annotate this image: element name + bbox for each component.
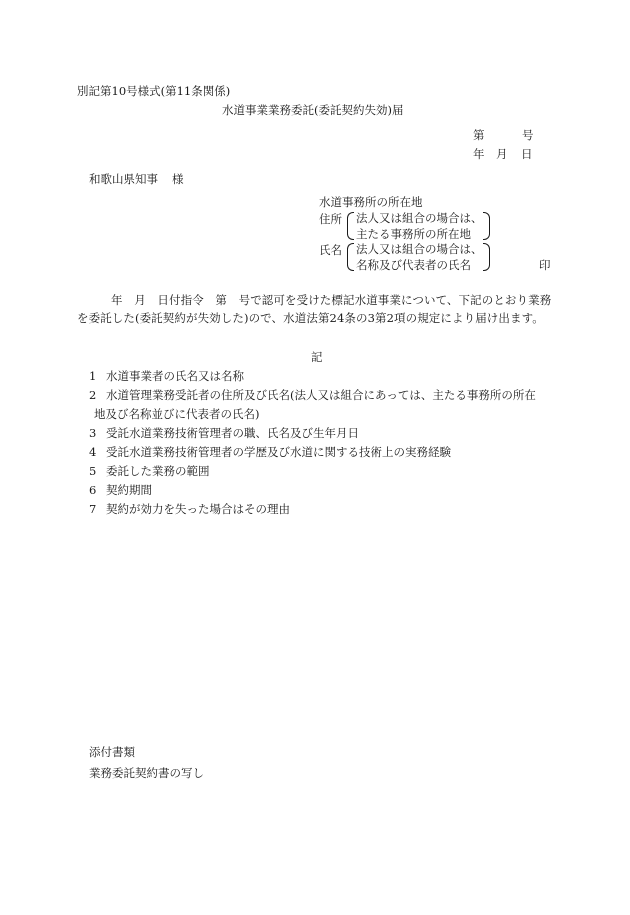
note-number: 1 <box>89 369 97 383</box>
address-bracket-right <box>483 212 490 240</box>
note-number: 7 <box>89 502 97 516</box>
address-note-1: 法人又は組合の場合は、 <box>356 211 483 225</box>
name-bracket-right <box>483 243 490 271</box>
note-number: 2 <box>89 388 97 402</box>
notes-heading: 記 <box>311 350 323 364</box>
note-item: 委託した業務の範囲 <box>106 464 210 478</box>
addressee-honorific: 様 <box>172 172 184 186</box>
office-location-label: 水道事務所の所在地 <box>319 195 423 209</box>
date-day: 日 <box>521 147 533 161</box>
address-label: 住所 <box>319 212 342 226</box>
note-item: 受託水道業務技術管理者の学歴及び水道に関する技術上の実務経験 <box>106 445 451 459</box>
date-year: 年 <box>473 147 485 161</box>
note-item: 水道事業者の氏名又は名称 <box>106 369 244 383</box>
doc-number-prefix: 第 <box>473 128 485 142</box>
addressee-name: 和歌山県知事 <box>89 172 158 186</box>
name-bracket-left <box>347 243 354 271</box>
note-item: 受託水道業務技術管理者の職、氏名及び生年月日 <box>106 426 359 440</box>
doc-number-suffix: 号 <box>522 128 534 142</box>
address-bracket-left <box>347 212 354 240</box>
attachment-item: 業務委託契約書の写し <box>89 766 204 780</box>
seal-mark: 印 <box>539 258 551 272</box>
name-note-1: 法人又は組合の場合は、 <box>356 242 483 256</box>
note-item: 水道管理業務受託者の住所及び氏名(法人又は組合にあっては、主たる事務所の所在 <box>106 388 536 402</box>
form-number: 別記第10号様式(第11条関係) <box>77 84 231 98</box>
note-item: 契約が効力を失った場合はその理由 <box>106 502 290 516</box>
address-note-2: 主たる事務所の所在地 <box>356 227 471 241</box>
document-title: 水道事業業務委託(委託契約失効)届 <box>222 103 404 117</box>
note-number: 3 <box>89 426 97 440</box>
date-month: 月 <box>496 147 508 161</box>
note-item-continuation: 地及び名称並びに代表者の氏名) <box>94 407 260 421</box>
body-paragraph: 年 月 日付指令 第 号で認可を受けた標記水道事業について、下記のとおり業務を委託した(委託契約が失効した)ので、水道法第24条の3第2項の規定により届け出ます。 <box>77 293 552 325</box>
attachments-heading: 添付書類 <box>89 745 135 759</box>
name-label: 氏名 <box>319 243 342 257</box>
note-item: 契約期間 <box>106 483 152 497</box>
note-number: 5 <box>89 464 97 478</box>
note-number: 4 <box>89 445 97 459</box>
note-number: 6 <box>89 483 97 497</box>
name-note-2: 名称及び代表者の氏名 <box>356 258 471 272</box>
